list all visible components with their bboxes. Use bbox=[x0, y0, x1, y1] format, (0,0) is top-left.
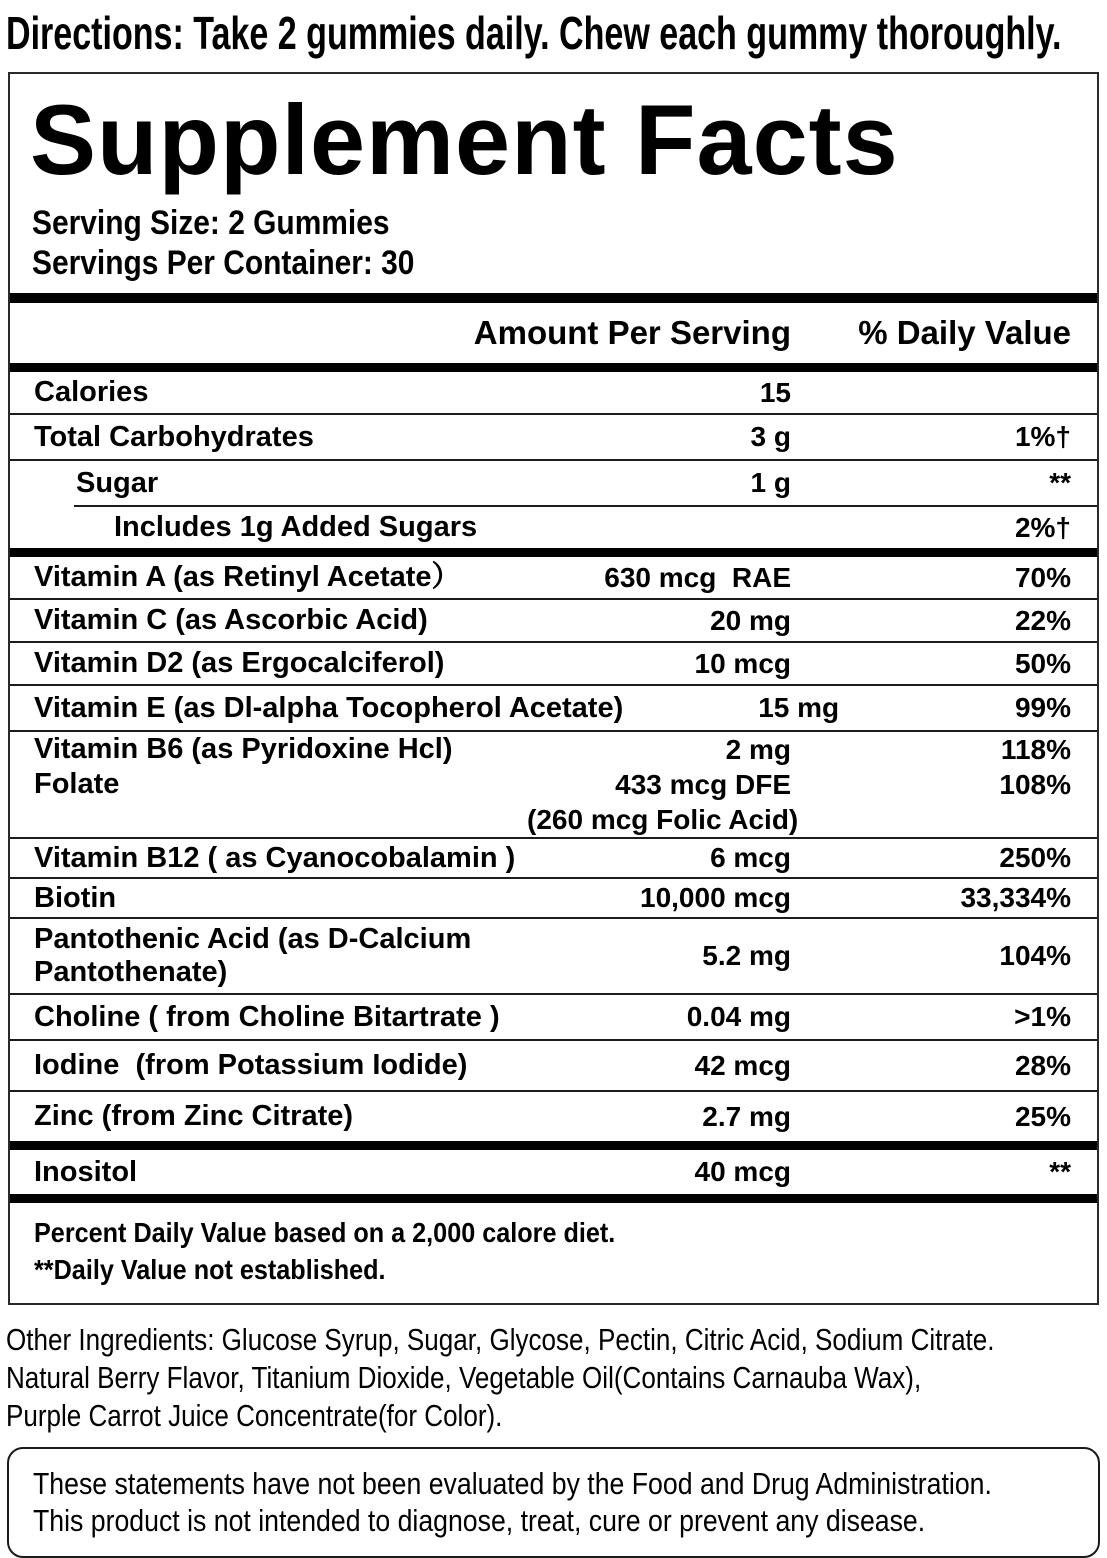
table-row bbox=[10, 461, 1097, 505]
other-ingredients-line: Other Ingredients: Glucose Syrup, Sugar, Glycose, Pectin, Citric Acid, Sodium Citrate. bbox=[6, 1322, 995, 1358]
nutrient-amount: 3 g bbox=[750, 421, 791, 453]
supplement-label-page bbox=[0, 6, 1107, 1539]
nutrient-amount: 40 mcg bbox=[694, 1156, 791, 1188]
nutrient-name: Vitamin D2 (as Ergocalciferol) bbox=[34, 647, 445, 680]
section-divider bbox=[10, 363, 1097, 372]
nutrient-amount: 5.2 mg bbox=[702, 940, 791, 972]
disclaimer-text: This product is not intended to diagnose, treat, cure or prevent any disease. bbox=[33, 1503, 926, 1539]
nutrient-name: Zinc (from Zinc Citrate) bbox=[34, 1100, 354, 1133]
nutrient-name: Sugar bbox=[76, 466, 159, 499]
nutrient-daily-value: 70% bbox=[1014, 561, 1071, 593]
table-row bbox=[10, 919, 1097, 993]
nutrient-amount: 433 mcg DFE bbox=[615, 768, 791, 800]
nutrient-name: Vitamin B6 (as Pyridoxine Hcl) bbox=[34, 733, 453, 766]
other-ingredients-line: Purple Carrot Juice Concentrate(for Color). bbox=[6, 1397, 503, 1433]
nutrient-amount: 0.04 mg bbox=[686, 1001, 791, 1033]
table-row bbox=[10, 1092, 1097, 1141]
nutrient-amount: 15 mg bbox=[758, 692, 840, 724]
nutrient-amount: 1 g bbox=[750, 467, 791, 499]
table-row bbox=[10, 372, 1097, 413]
serving-info bbox=[32, 203, 969, 283]
nutrient-daily-value: 104% bbox=[999, 940, 1071, 972]
nutrient-amount: 630 mcg RAE bbox=[604, 561, 791, 593]
nutrient-daily-value: ** bbox=[1049, 467, 1071, 499]
nutrient-amount: 6 mcg bbox=[710, 842, 791, 874]
directions-text: Directions: Take 2 gummies daily. Chew each gummy thoroughly. bbox=[6, 7, 1062, 59]
table-row bbox=[10, 1150, 1097, 1194]
nutrient-name: Calories bbox=[34, 376, 149, 409]
serving-size: Serving Size: 2 Gummies bbox=[32, 204, 390, 242]
nutrient-daily-value: 33,334% bbox=[960, 882, 1071, 914]
nutrient-name: Inositol bbox=[34, 1155, 138, 1188]
section-divider bbox=[10, 1141, 1097, 1150]
table-row bbox=[10, 643, 1097, 684]
table-row bbox=[10, 879, 1097, 917]
table-row bbox=[10, 839, 1097, 877]
nutrient-name: Vitamin A (as Retinyl Acetate） bbox=[34, 561, 461, 594]
nutrient-name: Folate bbox=[34, 768, 120, 801]
table-row bbox=[10, 1041, 1097, 1090]
nutrient-amount: 42 mcg bbox=[694, 1049, 791, 1081]
nutrient-amount: 2 mg bbox=[725, 733, 791, 765]
footnote-daily-value: Percent Daily Value based on a 2,000 calore diet. bbox=[34, 1217, 616, 1249]
nutrient-name: Total Carbohydrates bbox=[34, 420, 314, 453]
nutrient-name: Vitamin E (as Dl-alpha Tocopherol Acetate) bbox=[34, 691, 624, 724]
table-row bbox=[10, 415, 1097, 459]
nutrient-name: Choline ( from Choline Bitartrate ) bbox=[34, 1000, 500, 1033]
nutrient-amount: 20 mg bbox=[710, 604, 791, 636]
nutrient-amount: 10 mcg bbox=[694, 647, 791, 679]
nutrient-daily-value: 28% bbox=[1014, 1049, 1071, 1081]
servings-per-container: Servings Per Container: 30 bbox=[32, 244, 415, 283]
nutrient-daily-value: 250% bbox=[999, 842, 1071, 874]
section-divider bbox=[10, 1194, 1097, 1203]
nutrient-daily-value: 99% bbox=[1014, 692, 1071, 724]
table-row bbox=[10, 995, 1097, 1039]
other-ingredients bbox=[6, 1321, 1107, 1434]
section-divider bbox=[10, 293, 1097, 303]
column-header-daily-value: % Daily Value bbox=[858, 314, 1071, 352]
section-divider bbox=[10, 548, 1097, 557]
disclaimer-box bbox=[7, 1447, 1100, 1558]
nutrient-name: Iodine (from Potassium Iodide) bbox=[34, 1049, 468, 1082]
nutrient-daily-value: ** bbox=[1049, 1156, 1071, 1188]
nutrient-name: Vitamin B12 ( as Cyanocobalamin ) bbox=[34, 841, 516, 874]
disclaimer-text: These statements have not been evaluated by the Food and Drug Administration. bbox=[33, 1465, 992, 1501]
column-header-amount: Amount Per Serving bbox=[473, 314, 791, 352]
nutrient-daily-value: 2%† bbox=[1014, 511, 1071, 543]
table-row bbox=[10, 802, 1097, 837]
footnotes bbox=[10, 1203, 1097, 1303]
nutrient-name: Pantothenic Acid (as D-Calcium Pantothenate) bbox=[34, 922, 472, 989]
nutrient-amount: 15 bbox=[759, 376, 791, 408]
supplement-facts-panel bbox=[8, 72, 1099, 1305]
panel-title: Supplement Facts bbox=[30, 84, 899, 195]
nutrient-amount: (260 mcg Folic Acid) bbox=[527, 803, 799, 835]
table-row bbox=[10, 557, 1097, 598]
nutrient-daily-value: >1% bbox=[1014, 1001, 1071, 1033]
table-row bbox=[10, 600, 1097, 641]
nutrient-amount: 10,000 mcg bbox=[640, 882, 791, 914]
footnote-not-established: **Daily Value not established. bbox=[34, 1254, 386, 1286]
table-row bbox=[10, 767, 1097, 802]
facts-rows bbox=[10, 372, 1097, 1203]
nutrient-daily-value: 25% bbox=[1014, 1100, 1071, 1132]
other-ingredients-line: Natural Berry Flavor, Titanium Dioxide, Vegetable Oil(Contains Carnauba Wax), bbox=[6, 1359, 922, 1395]
nutrient-name: Biotin bbox=[34, 881, 117, 914]
nutrient-daily-value: 1%† bbox=[1014, 421, 1071, 453]
table-row bbox=[10, 686, 1097, 730]
table-row bbox=[10, 507, 1097, 548]
column-header-row bbox=[10, 303, 1097, 363]
nutrient-daily-value: 22% bbox=[1014, 604, 1071, 636]
nutrient-name: Includes 1g Added Sugars bbox=[114, 511, 478, 544]
table-row bbox=[10, 732, 1097, 767]
nutrient-daily-value: 50% bbox=[1014, 647, 1071, 679]
nutrient-amount: 2.7 mg bbox=[702, 1100, 791, 1132]
nutrient-name: Vitamin C (as Ascorbic Acid) bbox=[34, 604, 428, 637]
nutrient-daily-value: 108% bbox=[999, 768, 1071, 800]
nutrient-daily-value: 118% bbox=[1000, 733, 1071, 765]
